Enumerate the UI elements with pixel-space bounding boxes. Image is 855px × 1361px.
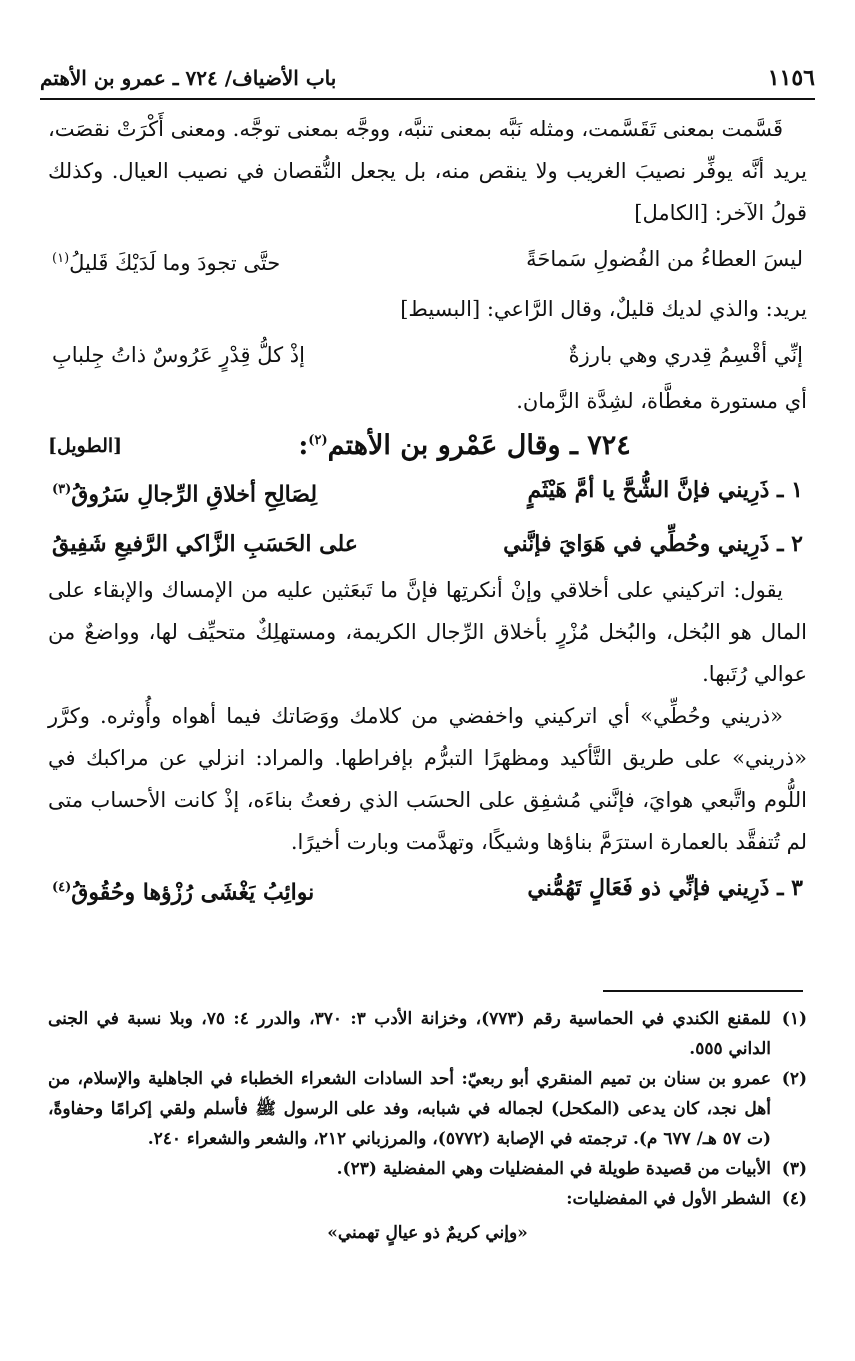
hemistich-second: لِصَالِحِ أخلاقِ الرِّجالِ سَرُوقُ$^{(٣)}$ <box>52 481 318 508</box>
verse-line <box>48 465 807 519</box>
footnote <box>48 1064 807 1154</box>
footnote-number: (٣) <box>781 1159 807 1179</box>
hemistich-first: إنِّي أقْسِمُ قِدري وهي بارزةٌ <box>568 343 803 367</box>
verse-line <box>48 863 807 917</box>
paragraph: «ذريني وحُطِّي» أي اتركيني واخفضي من كلامك ووَصَاتك فيما أهواه وأُوثره. وكرَّر «ذريني» على طريق التَّأكيد ومظهرًا التبرُّم بإفراطها. والمراد: انزلي عن مراكبك في اللُّوم واتَّبعي هوايَ، فإنَّني مُشفِق على الحسَب الذي رفعتُ بناءَه، إذْ كانت الأحساب متى لم تُتفقَّد بالعمارة استرَمَّ بناؤها وشيكًا، وتهدَّمت وبارت أخيرًا. <box>48 704 807 855</box>
hemistich-second: حتَّى تجودَ وما لَدَيْكَ قَليلُ$^{(١)}$ <box>52 251 281 275</box>
hemistich-first: ١ ـ ذَرِيني فإنَّ الشُّحَّ يا أمَّ هَيْثَمٍ <box>527 477 803 503</box>
meter-label: [الطويل] <box>48 434 123 457</box>
paragraph: قَسَّمت بمعنى تَقَسَّمت، ومثله نَبَّه بمعنى تنبَّه، ووجَّه بمعنى توجَّه. ومعنى أَكْرَتْ نقصَت، يريد أنَّه يوفِّر نصيبَ الغريب ولا ينقص منه، بل يجعل النُّقصان في نصيب العيال. وكذلك قولُ الآخر: [الكامل] <box>48 117 807 225</box>
footnote <box>48 1154 807 1184</box>
hemistich-first: ٢ ـ ذَرِيني وحُطِّي في هَوَايَ فإنَّني <box>503 531 803 558</box>
paragraph: أي مستورة مغطَّاة، لشِدَّة الزَّمان. <box>516 389 807 413</box>
verse-line <box>48 234 807 288</box>
hemistich-first: ٣ ـ ذَرِيني فإنِّي ذو فَعَالٍ تَهُمُّني <box>527 875 803 902</box>
footnote-marker: (٤) <box>52 880 72 896</box>
hemistich-second: نوائِبُ يَغْشَى رُزْؤها وحُقُوقُ$^{(٤)}$ <box>52 879 315 906</box>
footnote-divider <box>603 990 803 992</box>
footnote-number: (١) <box>781 1009 807 1029</box>
footnote-number: (٢) <box>781 1069 807 1089</box>
page-header <box>40 58 815 100</box>
footnote-marker: (٣) <box>52 482 72 497</box>
verse-line <box>48 519 807 569</box>
footnote-marker: (١) <box>52 251 70 266</box>
paragraph: يقول: اتركيني على أخلاقي وإنْ أنكرتِها فإنَّ ما تَبعَثين عليه من الإمساك والإبقاء على المال هو البُخل، والبُخل مُزْرٍ بأخلاق الرِّجال الكريمة، ومستهلِكٌ متحيِّف لها، وواضعٌ من عوالي رُتَبها. <box>48 578 807 687</box>
hemistich-second: إذْ كلُّ قِدْرٍ عَرُوسٌ ذاتُ جِلبابِ <box>52 343 305 367</box>
hemistich-second: على الحَسَبِ الزَّاكي الرَّفيعِ شَفِيقُ <box>52 531 358 558</box>
running-title: باب الأضياف/ ٧٢٤ ـ عمرو بن الأهتم <box>40 66 337 90</box>
footnote-text: للمقنع الكندي في الحماسية رقم (٧٧٣)، وخزانة الأدب ٣: ٣٧٠، والدرر ٤: ٧٥، وبلا نسبة في الجنى الداني ٥٥٥. <box>48 1009 771 1059</box>
section-title: ٧٢٤ ـ وقال عَمْرو بن الأهتم$^{(٢)}$: <box>298 430 631 461</box>
footnote <box>48 1004 807 1064</box>
verse-line <box>48 330 807 380</box>
footnote-quote: «وإني كريمٌ ذو عيالٍ تهمني» <box>327 1223 528 1243</box>
footnote-number: (٤) <box>781 1189 807 1209</box>
paragraph: يريد: والذي لديك قليلٌ، وقال الرَّاعي: [البسيط] <box>400 297 807 321</box>
footnote <box>48 1184 807 1214</box>
footnotes <box>48 1004 807 1248</box>
footnote-marker: (٢) <box>308 433 328 448</box>
section-heading <box>48 430 807 461</box>
footnote-text: الأبيات من قصيدة طويلة في المفضليات وهي المفضلية (٢٣). <box>336 1159 771 1179</box>
main-text <box>48 108 807 918</box>
footnote-text: عمرو بن سنان بن تميم المنقري أبو ربعيّ: أحد السادات الشعراء الخطباء في الجاهلية والإسلام، من أهل نجد، كان يدعى (المكحل) لجماله في شبابه، وفد على الرسول ﷺ فأسلم ولقي إكرامًا وحفاوةً، (ت ٥٧ هـ/ ٦٧٧ م). ترجمته في الإصابة (٥٧٧٢)، والمرزباني ٢١٢، والشعر والشعراء ٢٤٠. <box>48 1069 771 1149</box>
page-number: ١١٥٦ <box>767 65 815 91</box>
footnote-text: الشطر الأول في المفضليات: <box>566 1189 771 1209</box>
hemistich-first: ليسَ العطاءُ من الفُضولِ سَماحَةً <box>526 247 803 271</box>
